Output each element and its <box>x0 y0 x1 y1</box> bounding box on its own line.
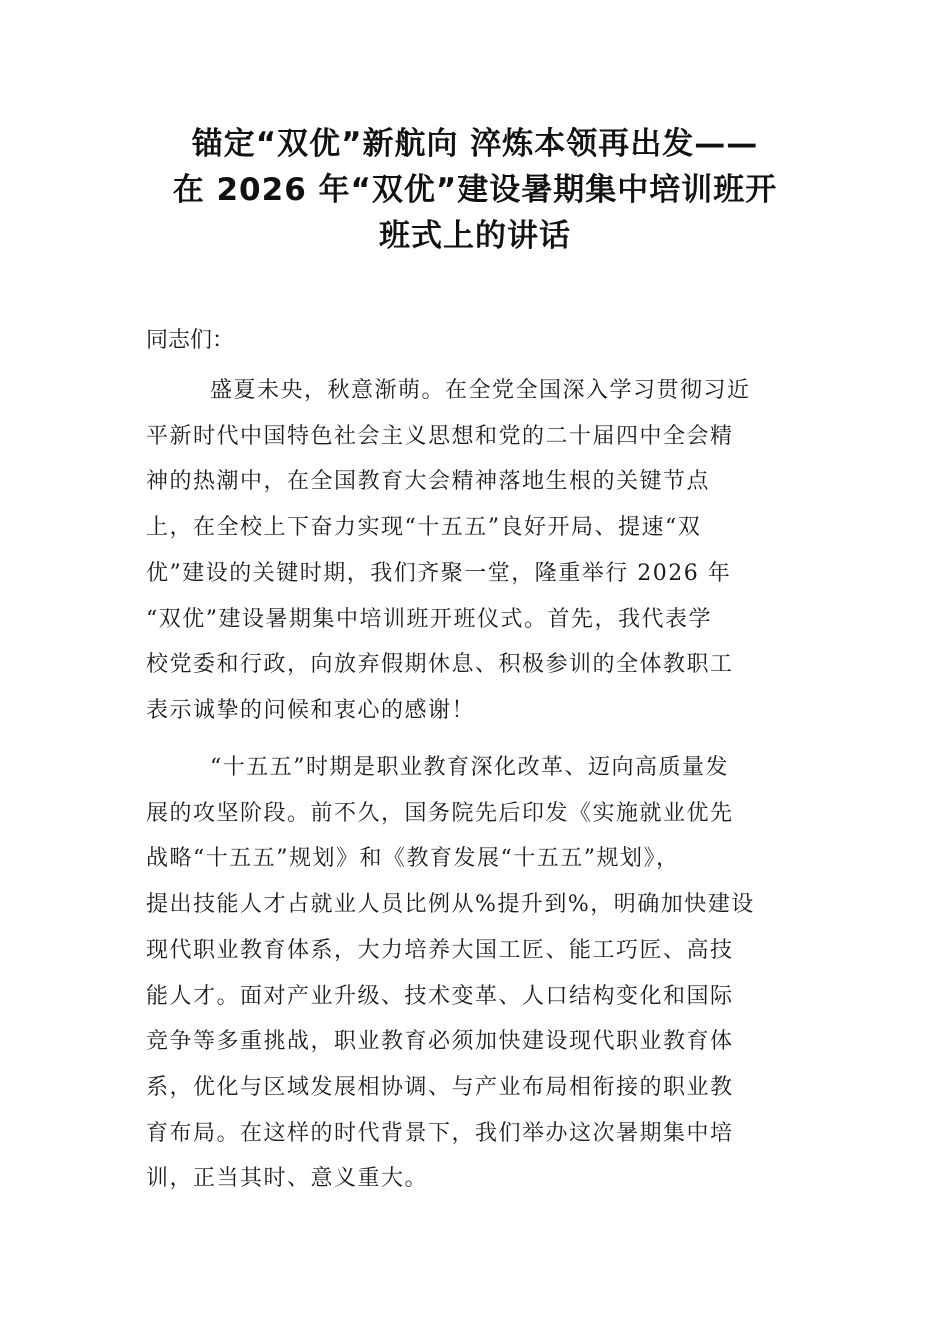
title-line: 在 2026 年“双优”建设暑期集中培训班开 <box>172 172 778 208</box>
paragraph-line: 校党委和行政，向放弃假期休息、积极参训的全体教职工 <box>146 652 734 678</box>
paragraph-line: 盛夏未央，秋意渐萌。在全党全国深入学习贯彻习近 <box>210 378 751 403</box>
paragraph-line: 优”建设的关键时期，我们齐聚一堂，隆重举行 2026 年 <box>146 560 732 586</box>
document-title <box>130 121 820 259</box>
paragraph-line: 能人才。面对产业升级、技术变革、人口结构变化和国际 <box>146 983 734 1009</box>
paragraph-line: 系，优化与区域发展相协调、与产业布局相衔接的职业教 <box>146 1074 734 1100</box>
salutation: 同志们： <box>146 328 235 353</box>
paragraph-line: 上，在全校上下奋力实现“十五五”良好开局、提速“双 <box>146 515 702 541</box>
paragraph-line: 训，正当其时、意义重大。 <box>146 1166 429 1192</box>
paragraph-line: 战略“十五五”规划》和《教育发展“十五五”规划》， <box>146 846 680 872</box>
paragraph-line: 现代职业教育体系，大力培养大国工匠、能工巧匠、高技 <box>146 937 734 963</box>
body-paragraph <box>146 368 806 734</box>
paragraph-line: 平新时代中国特色社会主义思想和党的二十届四中全会精 <box>146 423 734 449</box>
paragraph-line: 提出技能人才占就业人员比例从%提升到%，明确加快建设 <box>146 892 755 918</box>
body-paragraph <box>146 745 806 1202</box>
paragraph-line: 表示诚挚的问候和衷心的感谢！ <box>146 697 476 723</box>
paragraph-line: 神的热潮中，在全国教育大会精神落地生根的关键节点 <box>146 469 711 495</box>
paragraph-line: 竞争等多重挑战，职业教育必须加快建设现代职业教育体 <box>146 1029 734 1055</box>
paragraph-line: 育布局。在这样的时代背景下，我们举办这次暑期集中培 <box>146 1120 734 1146</box>
title-line: 班式上的讲话 <box>379 218 571 254</box>
paragraph-line: “十五五”时期是职业教育深化改革、迈向高质量发 <box>210 755 729 780</box>
paragraph-line: 展的攻坚阶段。前不久，国务院先后印发《实施就业优先 <box>146 800 734 826</box>
paragraph-line: “双优”建设暑期集中培训班开班仪式。首先，我代表学 <box>146 606 712 632</box>
title-line: 锚定“双优”新航向 淬炼本领再出发—— <box>191 126 759 162</box>
